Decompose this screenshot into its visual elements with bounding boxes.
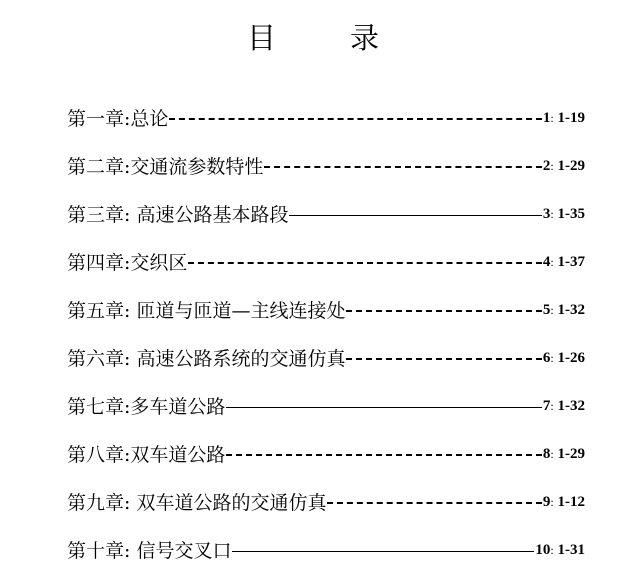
toc-list [67, 93, 585, 573]
page-reference [543, 398, 585, 415]
chapter-number: 第三章 [67, 203, 125, 226]
toc-entry-label [67, 152, 263, 179]
toc-entry-label [67, 248, 187, 275]
solid-leader [232, 551, 534, 552]
page-prefix: 2 [542, 158, 551, 174]
page-range: 1-12 [557, 494, 585, 510]
page-reference [543, 350, 585, 367]
chapter-number: 第一章 [67, 107, 125, 130]
page-reference [543, 158, 585, 175]
chapter-number: 第九章 [67, 491, 125, 514]
page-separator: : [550, 351, 554, 365]
dot-leader [188, 262, 541, 264]
page-separator: : [550, 543, 554, 557]
toc-title-char-2: 录 [350, 20, 380, 55]
page-prefix: 1 [542, 110, 551, 126]
dot-leader [346, 358, 541, 360]
page-range: 1-37 [557, 254, 585, 270]
page-range: 1-19 [557, 110, 585, 126]
page-reference [543, 302, 585, 319]
chapter-colon: : [124, 107, 131, 130]
page-reference [543, 494, 585, 511]
chapter-name: 双车道公路 [130, 443, 226, 466]
page-range: 1-29 [557, 158, 585, 174]
dot-leader [264, 166, 541, 168]
page-reference [543, 446, 585, 463]
chapter-name: 交通流参数特性 [130, 155, 264, 178]
toc-entry-label [67, 104, 168, 131]
chapter-name: 高速公路系统的交通仿真 [136, 347, 346, 370]
page-separator: : [550, 495, 554, 509]
page-prefix: 9 [542, 494, 551, 510]
page-range: 1-32 [557, 302, 585, 318]
page-prefix: 8 [542, 446, 551, 462]
page-reference [543, 254, 585, 271]
toc-entry-10 [67, 525, 585, 573]
page-reference [535, 542, 585, 559]
chapter-name: 信号交叉口 [136, 539, 232, 562]
chapter-number: 第十章 [67, 539, 125, 562]
chapter-colon: : [124, 155, 131, 178]
dot-leader [346, 310, 541, 312]
solid-leader [289, 215, 541, 216]
toc-entry-4 [67, 237, 585, 285]
chapter-number: 第六章 [67, 347, 125, 370]
page-separator: : [550, 399, 554, 413]
chapter-colon: : [124, 539, 131, 562]
toc-entry-6 [67, 333, 585, 381]
page-separator: : [550, 111, 554, 125]
chapter-number: 第七章 [67, 395, 125, 418]
page-separator: : [550, 447, 554, 461]
toc-title-char-1: 目 [246, 20, 276, 55]
page-separator: : [550, 303, 554, 317]
chapter-colon: : [124, 443, 131, 466]
toc-entry-5 [67, 285, 585, 333]
chapter-colon: : [124, 299, 131, 322]
chapter-name: 交织区 [130, 251, 188, 274]
page-reference [543, 206, 585, 223]
toc-entry-7 [67, 381, 585, 429]
chapter-name: 匝道与匝道—主线连接处 [136, 299, 346, 322]
page-reference [543, 110, 585, 127]
chapter-colon: : [124, 251, 131, 274]
page-separator: : [550, 159, 554, 173]
toc-entry-label [67, 440, 225, 467]
dot-leader [226, 454, 541, 456]
toc-entry-label [67, 200, 288, 227]
chapter-number: 第八章 [67, 443, 125, 466]
toc-entry-label [67, 296, 345, 323]
toc-entry-2 [67, 141, 585, 189]
toc-entry-8 [67, 429, 585, 477]
page-prefix: 10 [535, 542, 551, 558]
page-prefix: 7 [542, 398, 551, 414]
dot-leader [169, 118, 541, 120]
chapter-name: 多车道公路 [130, 395, 226, 418]
chapter-name: 总论 [130, 107, 169, 130]
chapter-colon: : [124, 395, 131, 418]
toc-entry-9 [67, 477, 585, 525]
page-prefix: 6 [542, 350, 551, 366]
page-separator: : [550, 207, 554, 221]
dot-leader [327, 502, 541, 504]
toc-entry-3 [67, 189, 585, 237]
toc-entry-label [67, 536, 231, 563]
chapter-name: 高速公路基本路段 [136, 203, 289, 226]
solid-leader [226, 407, 541, 408]
page-range: 1-32 [557, 398, 585, 414]
chapter-colon: : [124, 347, 131, 370]
chapter-colon: : [124, 491, 131, 514]
toc-entry-label [67, 344, 345, 371]
toc-entry-label [67, 392, 225, 419]
page-prefix: 3 [542, 206, 551, 222]
page-range: 1-31 [557, 542, 585, 558]
page-range: 1-35 [557, 206, 585, 222]
chapter-number: 第二章 [67, 155, 125, 178]
toc-entry-1 [67, 93, 585, 141]
page-prefix: 4 [542, 254, 551, 270]
page-separator: : [550, 255, 554, 269]
page-range: 1-29 [557, 446, 585, 462]
chapter-number: 第四章 [67, 251, 125, 274]
chapter-name: 双车道公路的交通仿真 [136, 491, 327, 514]
page-range: 1-26 [557, 350, 585, 366]
toc-entry-label [67, 488, 326, 515]
toc-title [0, 14, 626, 58]
page-prefix: 5 [542, 302, 551, 318]
chapter-colon: : [124, 203, 131, 226]
chapter-number: 第五章 [67, 299, 125, 322]
